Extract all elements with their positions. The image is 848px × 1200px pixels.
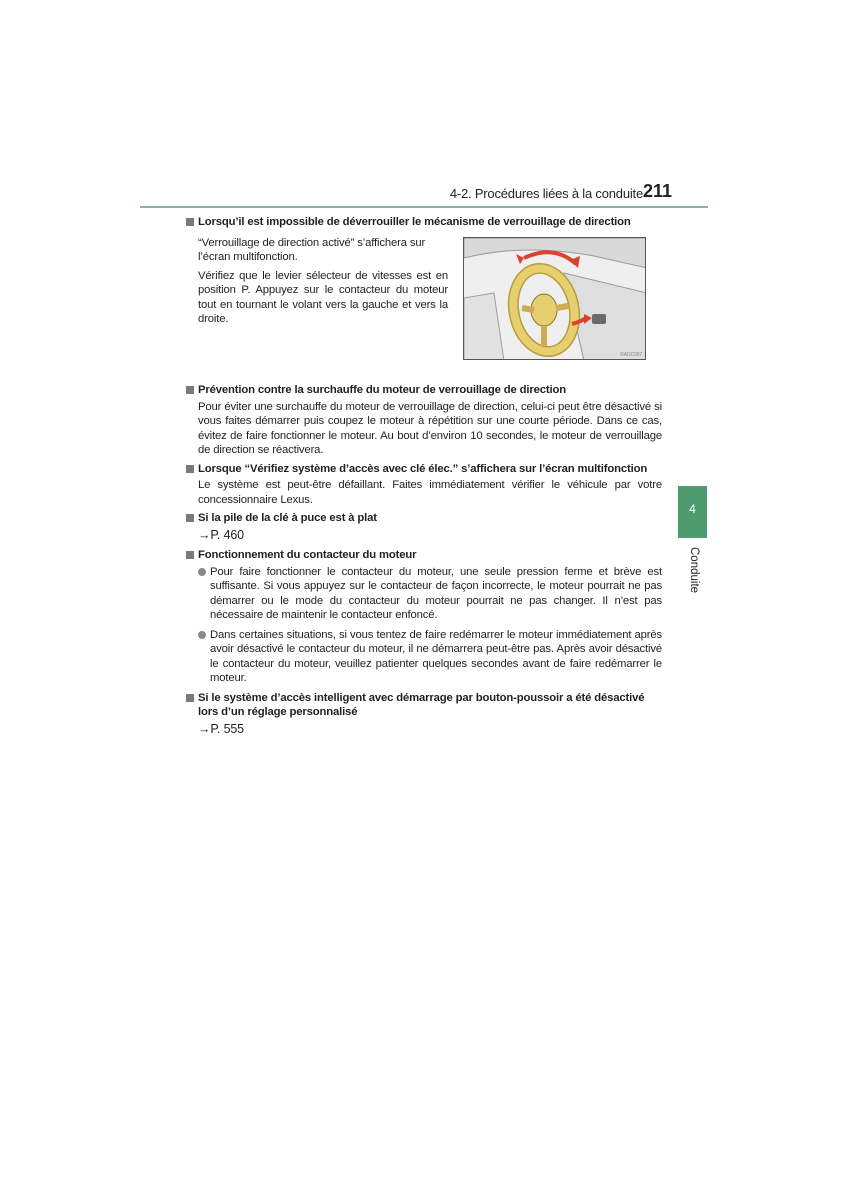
section-heading: [186, 691, 662, 720]
section-system-check: [186, 462, 662, 508]
chapter-label: Conduite: [688, 547, 700, 594]
heading-text: Prévention contre la surchauffe du moteur de verrouillage de direction: [198, 384, 567, 396]
section-heading: [186, 215, 662, 230]
square-bullet-icon: [186, 694, 194, 702]
list-item: [186, 628, 662, 686]
heading-text: Lorsqu’il est impossible de déverrouiller le mécanisme de verrouillage de direction: [198, 216, 631, 228]
square-bullet-icon: [186, 514, 194, 522]
page-content: [186, 215, 662, 742]
page-reference-link[interactable]: →P. 460: [198, 527, 244, 542]
square-bullet-icon: [186, 465, 194, 473]
chapter-label-container: [688, 547, 702, 607]
square-bullet-icon: [186, 386, 194, 394]
square-bullet-icon: [186, 551, 194, 559]
square-bullet-icon: [186, 218, 194, 226]
section-steering-lock: [186, 215, 662, 383]
page-reference-link[interactable]: →P. 555: [198, 721, 244, 736]
figure-code: RAGC097: [620, 352, 642, 358]
paragraph: Le système est peut-être défaillant. Faites immédiatement vérifier le véhicule par votre concessionnaire Lexus.: [198, 479, 662, 506]
heading-text: Si le système d’accès intelligent avec démarrage par bouton-poussoir a été désactivé lors d’un réglage personnalisé: [198, 691, 645, 718]
steering-wheel-drawing: [464, 238, 646, 360]
section-heading: [186, 383, 662, 398]
list-item-text: Pour faire fonctionner le contacteur du moteur, une seule pression ferme et brève est suffisante. Si vous appuyez sur le contacteur de façon incorrecte, le moteur pourrait ne pas démarrer ou le mode du contacteur du moteur pourrait ne pas changer. Il n’est pas nécessaire de maintenir le contacteur enfoncé.: [210, 565, 662, 621]
section-engine-switch: [186, 548, 662, 686]
paragraph: Pour éviter une surchauffe du moteur de verrouillage de direction, celui-ci peut être désactivé si vous faites démarrer puis coupez le moteur à répétition sur une courte période. Dans ce cas, évitez de faire fonctionner le moteur. Au bout d’environ 10 secondes, le moteur de verrouillage de direction se réactivera.: [198, 400, 662, 456]
list-item-text: Dans certaines situations, si vous tentez de faire redémarrer le moteur immédiatement après avoir désactivé le contacteur du moteur, il ne démarrera peut-être pas. Après avoir désactivé le contacteur du moteur, veuillez patienter quelques secondes avant de faire redémarrer le moteur.: [210, 628, 662, 684]
chapter-tab[interactable]: [678, 486, 707, 538]
section-text: [186, 236, 448, 327]
section-heading: [186, 462, 662, 477]
section-heading: [186, 511, 662, 526]
section-overheat: [186, 383, 662, 458]
round-bullet-icon: [198, 568, 206, 576]
page-number: 211: [642, 181, 672, 201]
paragraph: Vérifiez que le levier sélecteur de vitesses est en position P. Appuyez sur le contacteur du moteur tout en tournant le volant vers la gauche et vers la droite.: [198, 269, 448, 325]
heading-text: Si la pile de la clé à puce est à plat: [198, 512, 377, 524]
chapter-number: 4: [689, 502, 696, 516]
page-header: [140, 180, 708, 208]
header-divider: [140, 206, 708, 208]
section-title: 4-2. Procédures liées à la conduite: [449, 186, 643, 201]
list-item: [186, 565, 662, 623]
heading-text: Lorsque “Vérifiez système d’accès avec clé élec.” s’affichera sur l’écran multifonction: [198, 462, 648, 475]
steering-wheel-illustration: [463, 237, 646, 360]
section-smart-access: [186, 691, 662, 737]
heading-text: Fonctionnement du contacteur du moteur: [198, 549, 417, 561]
paragraph: “Verrouillage de direction activé” s’affichera sur l’écran multifonction.: [198, 236, 426, 263]
section-heading: [186, 548, 662, 563]
round-bullet-icon: [198, 631, 206, 639]
section-key-battery: [186, 511, 662, 542]
